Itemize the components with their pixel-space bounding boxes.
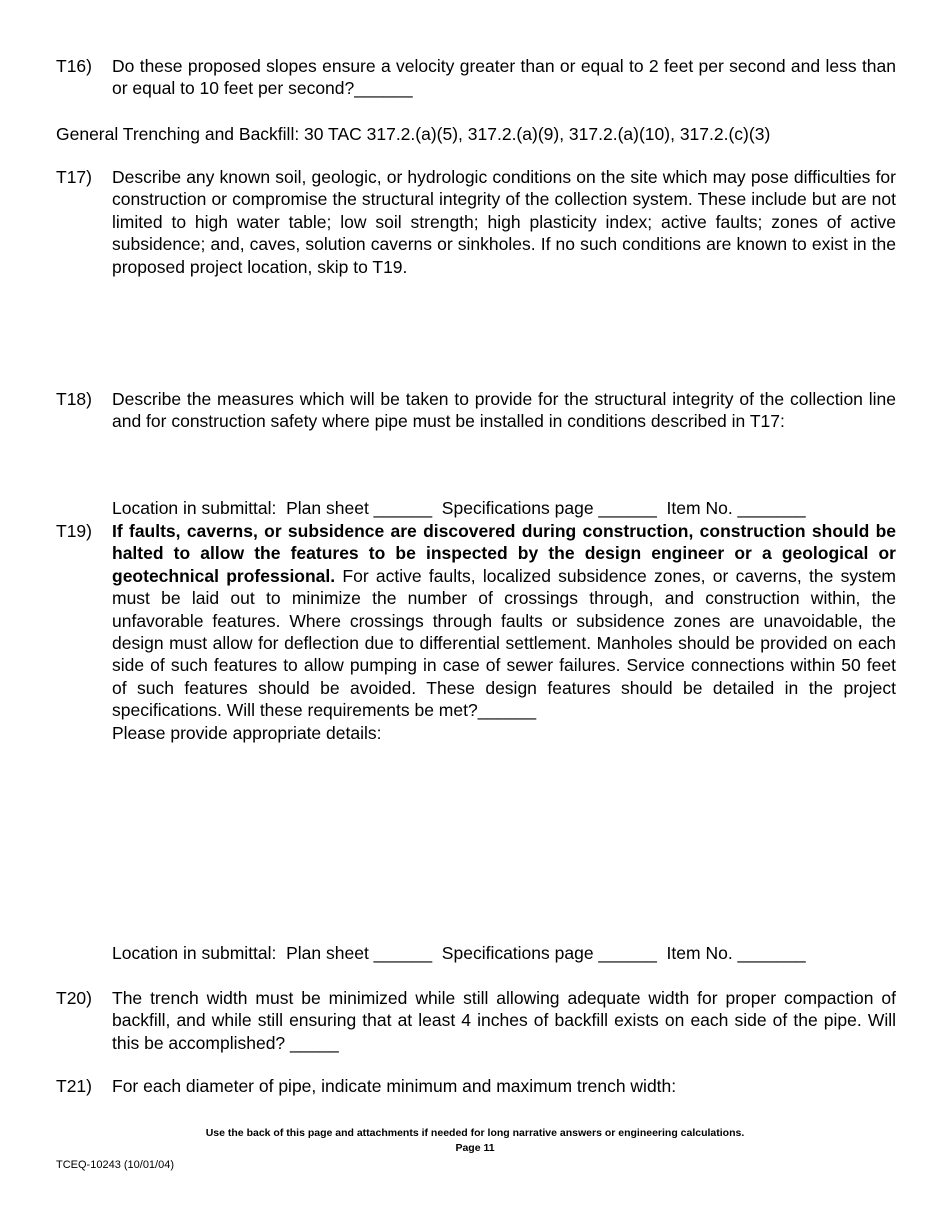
question-t18 [56, 388, 896, 433]
question-t20 [56, 987, 896, 1054]
question-text: For each diameter of pipe, indicate minimum and maximum trench width: [112, 1076, 677, 1096]
location-in-submittal: Location in submittal: Plan sheet ______ Specifications page ______ Item No. _______ [112, 498, 806, 518]
question-t16 [56, 55, 896, 100]
question-text: Do these proposed slopes ensure a velocity greater than or equal to 2 feet per second and less than or equal to 10 feet per second?______ [112, 56, 896, 99]
question-number: T20) [56, 988, 92, 1008]
page-number: Page 11 [455, 1142, 495, 1154]
question-number: T19) [56, 521, 92, 541]
location-in-submittal: Location in submittal: Plan sheet ______ Specifications page ______ Item No. _______ [112, 943, 806, 963]
question-number: T18) [56, 389, 92, 409]
question-text [112, 520, 896, 722]
question-number: T17) [56, 167, 92, 187]
section-heading: General Trenching and Backfill: 30 TAC 317.2.(a)(5), 317.2.(a)(9), 317.2.(a)(10), 317.2.(c)(3) [56, 124, 771, 144]
question-t17 [56, 166, 896, 278]
question-t19 [56, 520, 896, 744]
footer-note: Use the back of this page and attachments if needed for long narrative answers or engineering calculations. [205, 1127, 745, 1139]
question-number: T16) [56, 56, 92, 76]
details-prompt: Please provide appropriate details: [112, 722, 382, 743]
question-text: Describe any known soil, geologic, or hydrologic conditions on the site which may pose difficulties for construction or compromise the structural integrity of the collection system. These include but are not limited to high water table; low soil strength; high plasticity index; active faults; zones of active subsidence; and, caves, solution caverns or sinkholes. If no such conditions are known to exist in the proposed project location, skip to T19. [112, 167, 896, 277]
question-t21 [56, 1075, 896, 1097]
question-number: T21) [56, 1076, 92, 1096]
question-body-text: For active faults, localized subsidence zones, or caverns, the system must be laid out to minimize the number of crossings through, and construction within, the unfavorable features. Where crossings through faults or subsidence zones are unavoidable, the design must allow for deflection due to differential settlement. Manholes should be provided on each side of such features to allow pumping in case of sewer failures. Service connections within 50 feet of such features should be avoided. These design features should be detailed in the project specifications. Will these requirements be met?______ [112, 565, 897, 721]
question-text: Describe the measures which will be taken to provide for the structural integrity of the collection line and for construction safety where pipe must be installed in conditions described in T17: [112, 389, 896, 432]
question-text: The trench width must be minimized while still allowing adequate width for proper compaction of backfill, and while still ensuring that at least 4 inches of backfill exists on each side of the pipe. Will this be accomplished? _____ [112, 988, 896, 1053]
question-bold-text: If faults, caverns, or subsidence are discovered during construction, construction should be halted to allow the features to be inspected by the design engineer or a geological or geotechnical professional. [112, 521, 896, 586]
form-id: TCEQ-10243 (10/01/04) [56, 1159, 175, 1171]
